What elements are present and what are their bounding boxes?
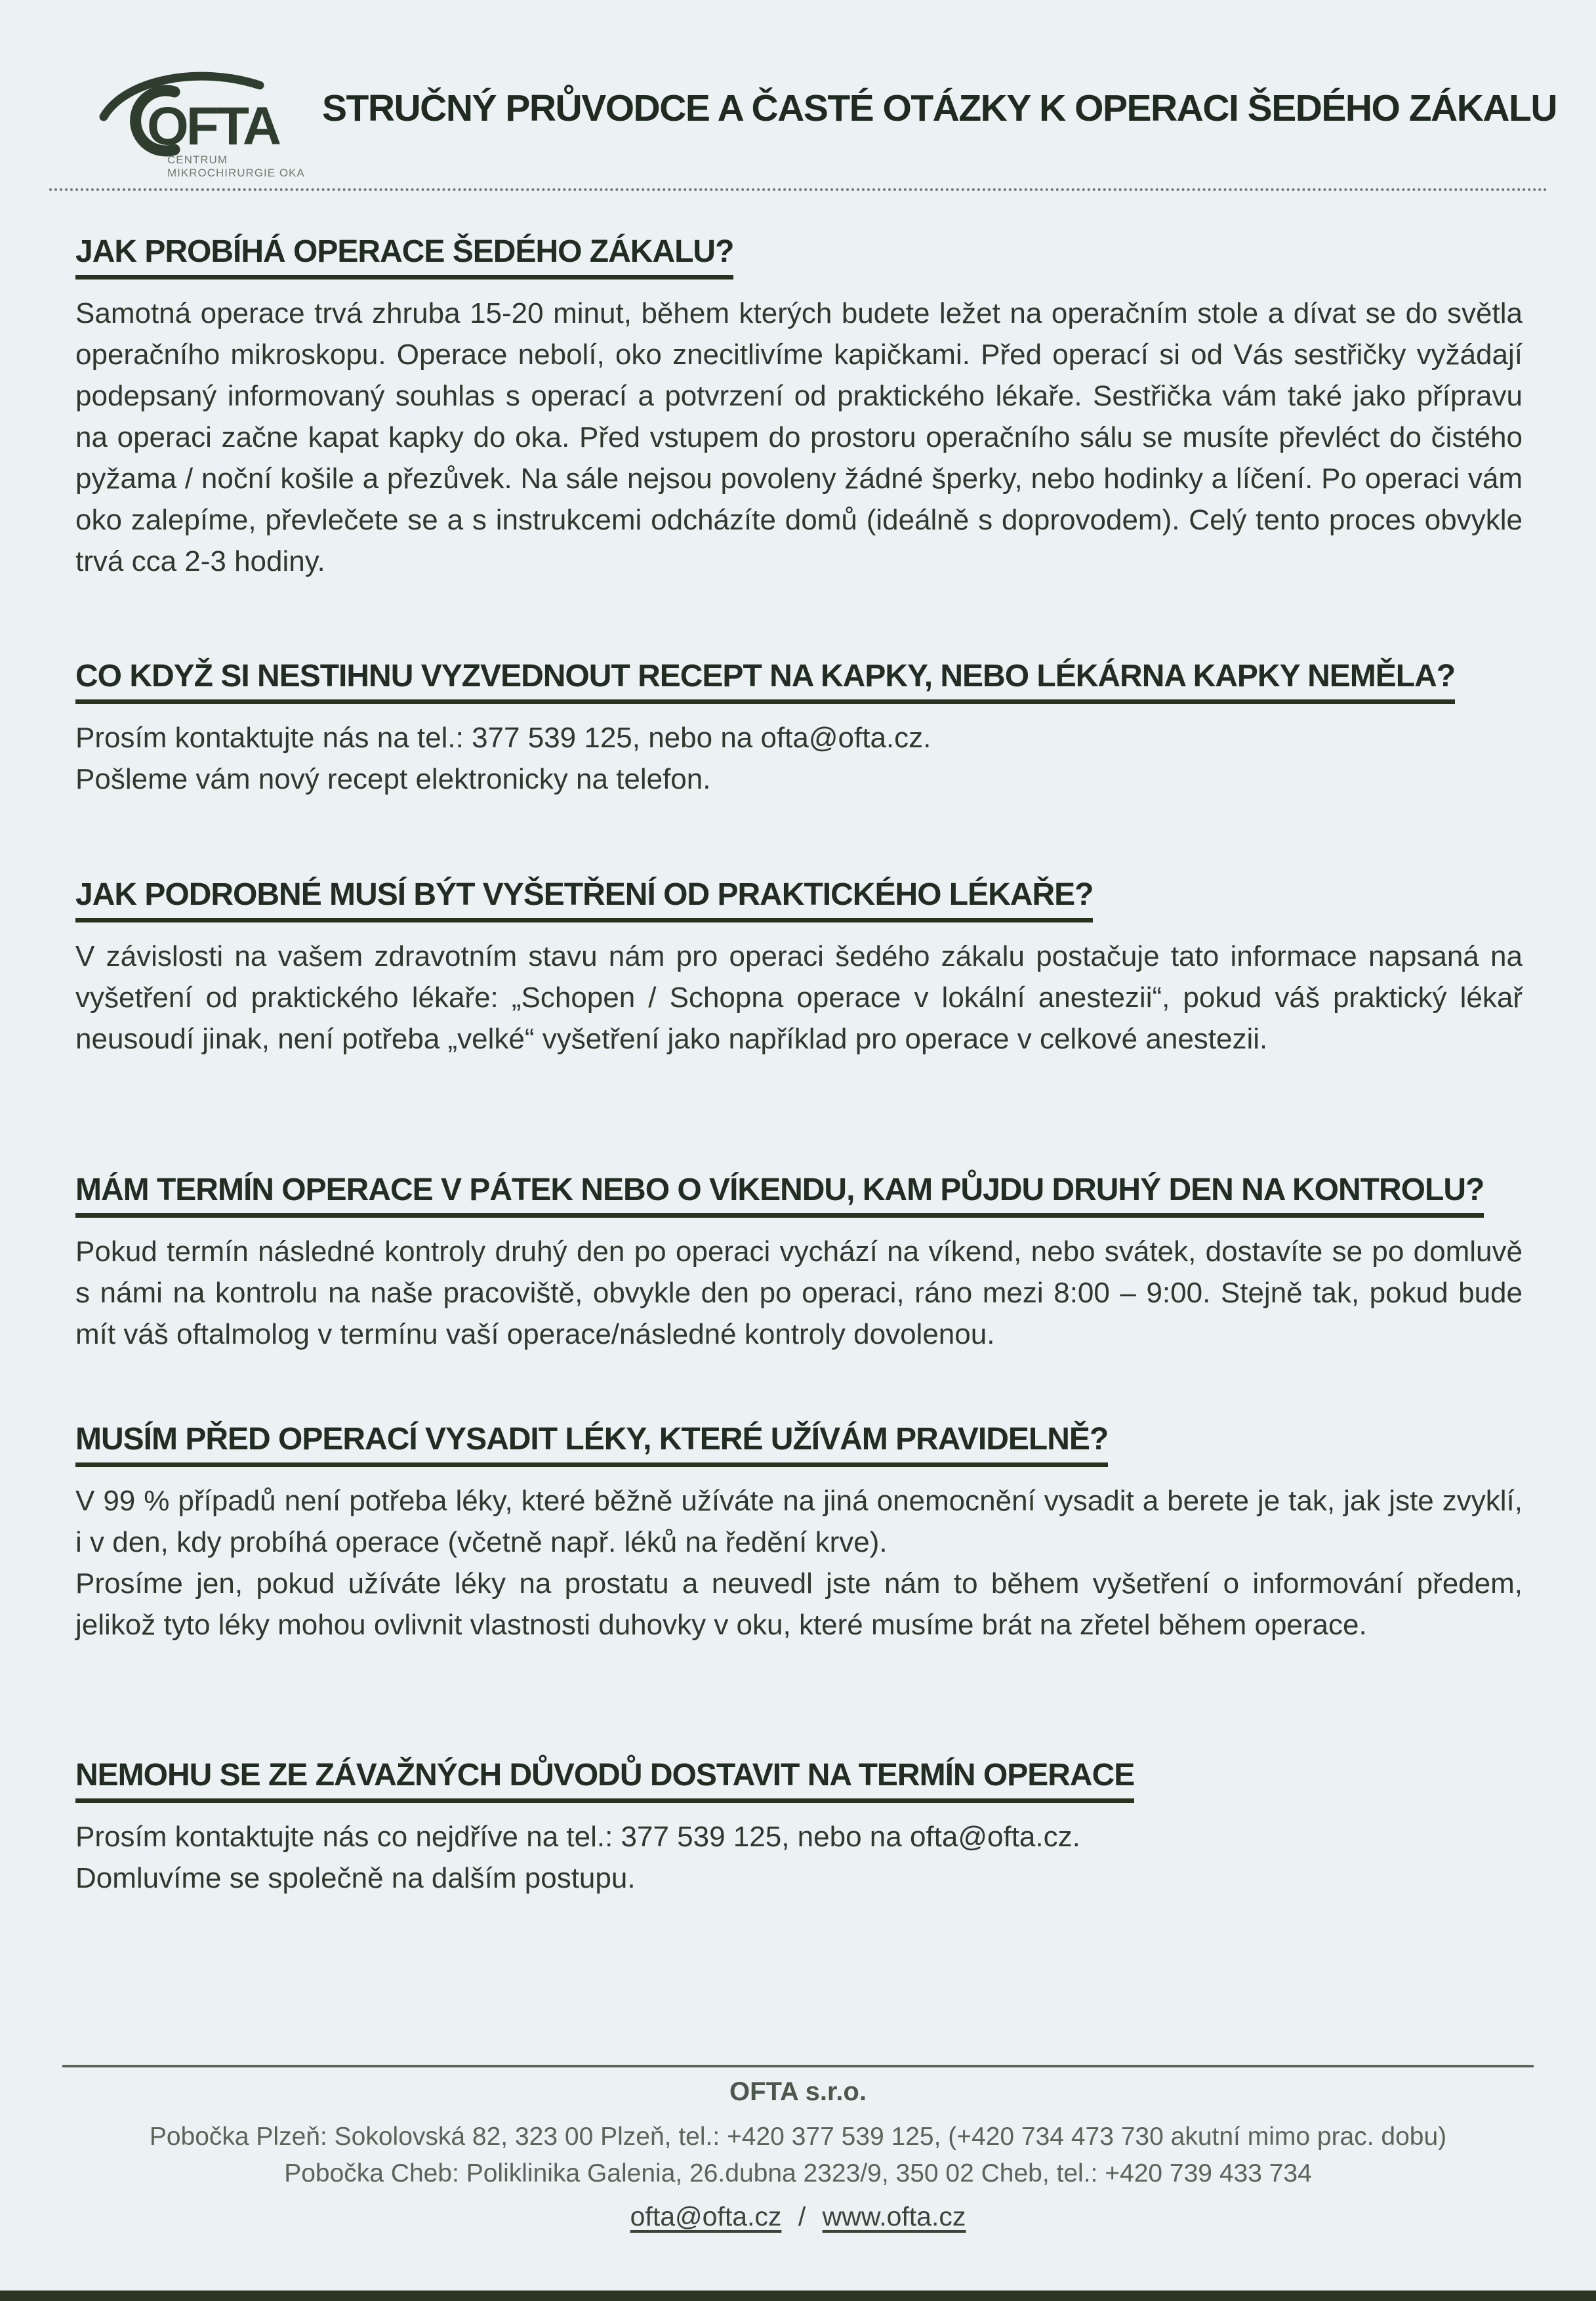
section-cannot-attend	[75, 1758, 1523, 1899]
section-paragraph: Pokud termín následné kontroly druhý den po operaci vychází na víkend, nebo svátek, dostavíte se po domluvě s námi na kontrolu na naše pracoviště, obvykle den po operaci, ráno mezi 8:00 – 9:00. Stejně tak, pokud bude mít váš oftalmolog v termínu vaší operace/následné kontroly dovolenou.	[75, 1235, 1523, 1350]
document-footer	[62, 2077, 1534, 2232]
section-paragraph: Prosím kontaktujte nás co nejdříve na tel.: 377 539 125, nebo na ofta@ofta.cz.	[75, 1820, 1080, 1853]
section-paragraph: Pošleme vám nový recept elektronicky na telefon.	[75, 762, 711, 795]
section-paragraph: Samotná operace trvá zhruba 15-20 minut, během kterých budete ležet na operačním stole a dívat se do světla operačního mikroskopu. Operace nebolí, oko znecitlivíme kapičkami. Před operací si od Vás sestřičky vyžádají podepsaný informovaný souhlas s operací a potvrzení od praktického lékaře. Sestřička vám také jako přípravu na operaci začne kapat kapky do oka. Před vstupem do prostoru operačního sálu se musíte převléct do čistého pyžama / noční košile a přezůvek. Na sále nejsou povoleny žádné šperky, nebo hodinky a líčení. Po operaci vám oko zalepíme, převlečete se a s instrukcemi odcházíte domů (ideálně s doprovodem). Celý tento proces obvykle trvá cca 2-3 hodiny.	[75, 297, 1523, 577]
section-prescription	[75, 659, 1523, 800]
section-heading: MÁM TERMÍN OPERACE V PÁTEK NEBO O VÍKENDU, KAM PŮJDU DRUHÝ DEN NA KONTROLU?	[75, 1173, 1484, 1218]
section-paragraph: Prosím kontaktujte nás na tel.: 377 539 125, nebo na ofta@ofta.cz.	[75, 721, 931, 754]
footer-links	[62, 2201, 1534, 2232]
ofta-logo	[89, 66, 305, 180]
logo-text: OFTA	[147, 96, 279, 156]
document-header	[89, 66, 1557, 180]
section-heading: JAK PODROBNÉ MUSÍ BÝT VYŠETŘENÍ OD PRAKTICKÉHO LÉKAŘE?	[75, 878, 1093, 922]
footer-website-link[interactable]: www.ofta.cz	[822, 2201, 966, 2231]
section-heading: NEMOHU SE ZE ZÁVAŽNÝCH DŮVODŮ DOSTAVIT NA TERMÍN OPERACE	[75, 1758, 1134, 1803]
section-paragraph: Domluvíme se společně na dalším postupu.	[75, 1861, 636, 1894]
footer-email-link[interactable]: ofta@ofta.cz	[630, 2201, 782, 2231]
section-paragraph: V závislosti na vašem zdravotním stavu nám pro operaci šedého zákalu postačuje tato informace napsaná na vyšetření od praktického lékaře: „Schopen / Schopna operace v lokální anestezii“, pokud váš praktický lékař neusoudí jinak, není potřeba „velké“ vyšetření jako například pro operace v celkové anestezii.	[75, 940, 1523, 1055]
section-paragraph: Prosíme jen, pokud užíváte léky na prostatu a neuvedl jste nám to během vyšetření o informování předem, jelikož tyto léky mohou ovlivnit vlastnosti duhovky v oku, které musíme brát na zřetel během operace.	[75, 1567, 1523, 1641]
scan-bottom-edge	[0, 2291, 1596, 2301]
section-medication	[75, 1422, 1523, 1646]
footer-company-name: OFTA s.r.o.	[729, 2077, 867, 2106]
footer-divider	[62, 2065, 1534, 2067]
logo-tagline-line1: CENTRUM	[167, 154, 228, 166]
section-heading: MUSÍM PŘED OPERACÍ VYSADIT LÉKY, KTERÉ UŽÍVÁM PRAVIDELNĚ?	[75, 1422, 1108, 1467]
section-paragraph: V 99 % případů není potřeba léky, které běžně užíváte na jiná onemocnění vysadit a berete je tak, jak jste zvyklí, i v den, kdy probíhá operace (včetně např. léků na ředění krve).	[75, 1484, 1523, 1558]
logo-tagline-line2: MIKROCHIRURGIE OKA	[167, 167, 305, 179]
section-heading: JAK PROBÍHÁ OPERACE ŠEDÉHO ZÁKALU?	[75, 235, 733, 280]
header-divider	[49, 188, 1548, 191]
footer-address-plzen: Pobočka Plzeň: Sokolovská 82, 323 00 Plzeň, tel.: +420 377 539 125, (+420 734 473 730 akutní mimo prac. dobu)	[149, 2123, 1447, 2151]
section-how-surgery-works	[75, 235, 1523, 582]
page-title: STRUČNÝ PRŮVODCE A ČASTÉ OTÁZKY K OPERACI ŠEDÉHO ZÁKALU	[322, 87, 1557, 129]
logo-tagline	[89, 154, 305, 180]
section-weekend-checkup	[75, 1173, 1523, 1355]
section-gp-examination	[75, 878, 1523, 1060]
section-heading: CO KDYŽ SI NESTIHNU VYZVEDNOUT RECEPT NA KAPKY, NEBO LÉKÁRNA KAPKY NEMĚLA?	[75, 659, 1455, 704]
footer-link-separator: /	[798, 2201, 806, 2231]
footer-address-cheb: Pobočka Cheb: Poliklinika Galenia, 26.dubna 2323/9, 350 02 Cheb, tel.: +420 739 433 734	[284, 2159, 1312, 2187]
